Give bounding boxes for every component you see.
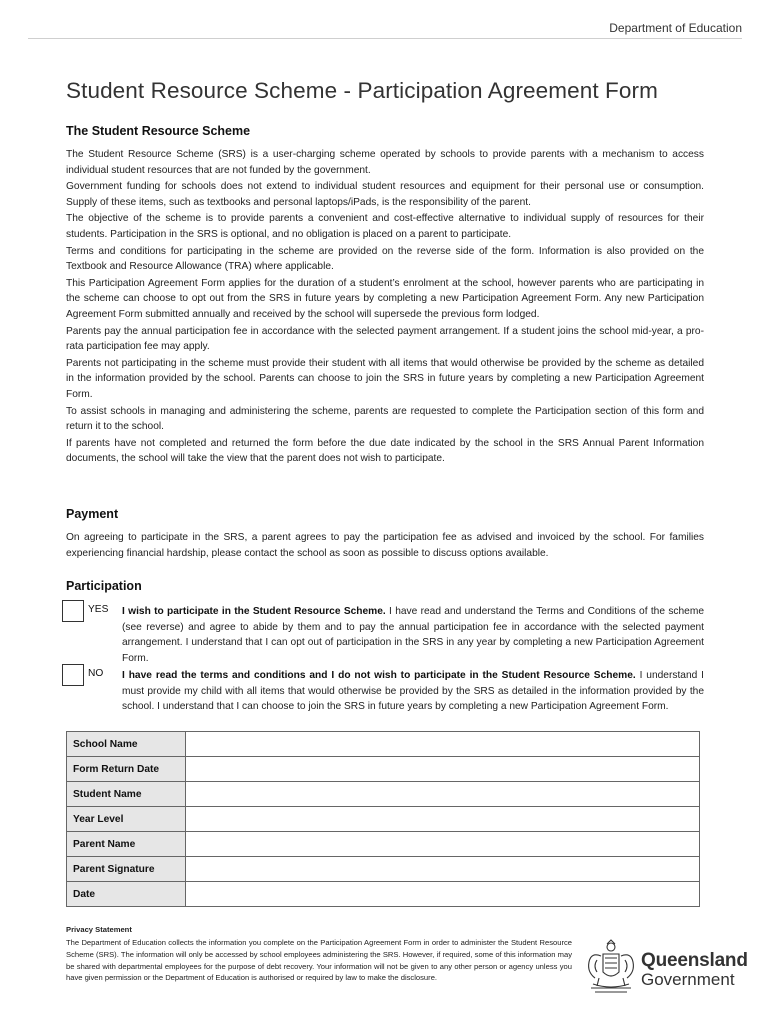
srs-paragraph: Parents pay the annual participation fee in accordance with the selected payment arrangement. If a student joins the school mid-year, a pro-rata participation fee may apply.: [66, 325, 704, 353]
queensland-government-logo: [583, 938, 748, 998]
table-row: [67, 807, 700, 832]
payment-heading: Payment: [66, 507, 119, 521]
privacy-statement: [66, 925, 572, 984]
table-row: [67, 732, 700, 757]
srs-paragraph: The objective of the scheme is to provide parents a convenient and cost-effective alternative to individual supply of resources for their students. Participation in the SRS is optional, and no obligation is placed on a parent to participate.: [66, 213, 704, 240]
year-level-field[interactable]: [186, 807, 700, 832]
logo-queensland: Queensland: [641, 950, 748, 971]
department-name: Department of Education: [609, 21, 742, 35]
form-return-date-field[interactable]: [186, 757, 700, 782]
header-divider: [28, 38, 742, 39]
parent-signature-label: Parent Signature: [67, 857, 186, 882]
school-name-field[interactable]: [186, 732, 700, 757]
srs-paragraph: To assist schools in managing and administering the scheme, parents are requested to complete the Participation section of this form and return it to the school.: [66, 405, 704, 433]
table-row: [67, 757, 700, 782]
no-label: NO: [88, 668, 104, 679]
participate-yes-checkbox[interactable]: [62, 600, 84, 622]
srs-body: [66, 147, 704, 468]
date-label: Date: [67, 882, 186, 907]
participate-no-checkbox[interactable]: [62, 664, 84, 686]
year-level-label: Year Level: [67, 807, 186, 832]
payment-body: [66, 530, 704, 562]
table-row: [67, 882, 700, 907]
table-row: [67, 832, 700, 857]
no-statement: [122, 668, 704, 715]
srs-paragraph: The Student Resource Scheme (SRS) is a user-charging scheme operated by schools to provide parents with a mechanism to access individual student resources that are not funded by the government.: [66, 149, 704, 176]
srs-paragraph: Parents not participating in the scheme must provide their student with all items that would otherwise be provided by the scheme as detailed in the information provided by the school. Parents can choose to join the SRS in future years by completing a new Participation Agreement Form.: [66, 357, 704, 400]
details-table: [66, 731, 700, 907]
no-statement-bold: I have read the terms and conditions and I do not wish to participate in the Student Resource Scheme.: [122, 670, 636, 681]
srs-paragraph: Terms and conditions for participating in the scheme are provided on the reverse side of the form. Information is also provided on the Textbook and Resource Allowance (TRA) where applicable.: [66, 245, 704, 273]
logo-government: Government: [641, 970, 735, 989]
no-statement-text: I understand I must provide my child with all items that would otherwise be provided by the SRS as detailed in the information provided by the school. I understand that I can choose to join the SRS in future years by completing a new Participation Agreement Form.: [122, 670, 704, 712]
coat-of-arms-icon: [583, 938, 639, 998]
form-return-date-label: Form Return Date: [67, 757, 186, 782]
yes-label: YES: [88, 604, 109, 615]
school-name-label: School Name: [67, 732, 186, 757]
date-field[interactable]: [186, 882, 700, 907]
parent-signature-field[interactable]: [186, 857, 700, 882]
table-row: [67, 857, 700, 882]
payment-paragraph: On agreeing to participate in the SRS, a parent agrees to pay the participation fee as advised and invoiced by the school. For families experiencing financial hardship, please contact the school as soon as possible to discuss options available.: [66, 532, 704, 559]
student-name-field[interactable]: [186, 782, 700, 807]
srs-heading: The Student Resource Scheme: [66, 124, 251, 138]
yes-statement: [122, 604, 704, 666]
srs-paragraph: This Participation Agreement Form applies for the duration of a student’s enrolment at the school, however parents who are participating in the scheme can choose to opt out from the SRS in future years by completing a new Participation Agreement Form. Any new Participation Agreement Form submitted annually and received by the school will supersede the previous form lodged.: [66, 277, 704, 320]
srs-paragraph: If parents have not completed and returned the form before the due date indicated by the school in the SRS Annual Parent Information documents, the school will take the view that the parent does not wish to participate.: [66, 437, 704, 465]
yes-statement-text: I have read and understand the Terms and Conditions of the scheme (see reverse) and agree to abide by them and to pay the annual participation fee in accordance with the selected payment arrangement. I understand that I can opt out of participation in the SRS in any year by completing a new Participation Agreement Form.: [122, 606, 704, 664]
srs-paragraph: Government funding for schools does not extend to individual student resources and equipment for their personal use or consumption. Supply of these items, such as textbooks and personal laptops/iPads, is the responsibility of the parent.: [66, 181, 704, 208]
participation-heading: Participation: [66, 579, 142, 593]
yes-statement-bold: I wish to participate in the Student Resource Scheme.: [122, 606, 386, 617]
privacy-text: The Department of Education collects the information you complete on the Participation Agreement Form in order to administer the Student Resource Scheme (SRS). The information will only be accessed by school employees administering the SRS. However, if required, some of this information may be shared with departmental employees for the purpose of debt recovery. Your information will not be given to any other person or agency unless you have given permission or the Department of Education is authorised or required by law to make the disclosure.: [66, 938, 572, 983]
privacy-heading: Privacy Statement: [66, 925, 132, 934]
page-title: Student Resource Scheme - Participation Agreement Form: [66, 78, 658, 103]
student-name-label: Student Name: [67, 782, 186, 807]
table-row: [67, 782, 700, 807]
parent-name-field[interactable]: [186, 832, 700, 857]
parent-name-label: Parent Name: [67, 832, 186, 857]
